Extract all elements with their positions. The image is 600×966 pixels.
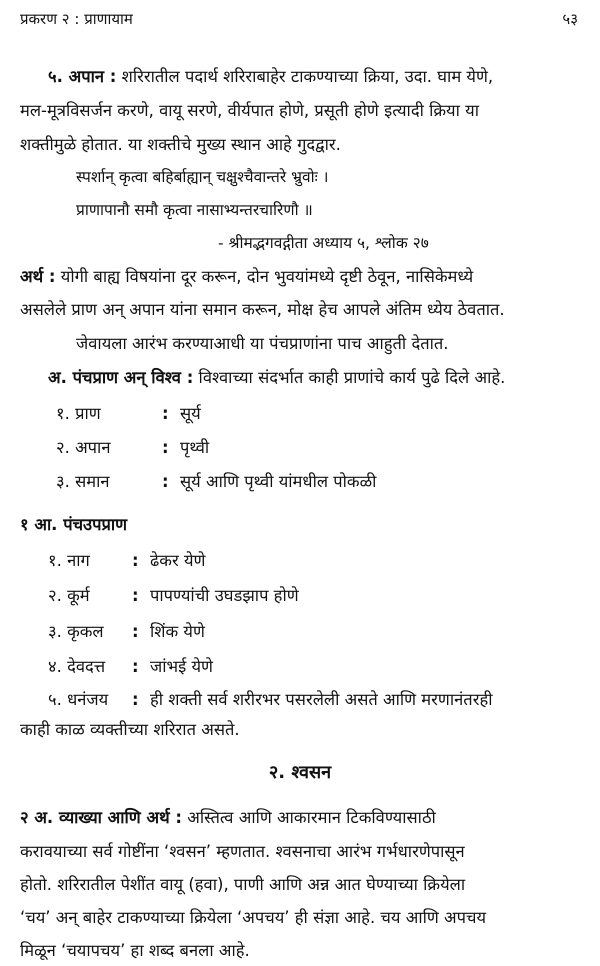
upaprana-item-1-name: १. नाग — [48, 551, 90, 570]
upaprana-item-5-sep: : — [132, 690, 139, 709]
apana-line-1 — [48, 66, 493, 88]
definition-line-5: मिळून ‘चयापचय’ हा शब्द बनला आहे. — [20, 941, 250, 960]
verse-line-2: प्राणापानौ समौ कृत्वा नासाभ्यन्तरचारिणौ ॥ — [76, 201, 313, 219]
universe-item-1-name: १. प्राण — [56, 404, 101, 423]
meaning-line-1 — [20, 266, 473, 288]
definition-text-1: अस्तित्व आणि आकारमान टिकविण्यासाठी — [181, 808, 436, 827]
universe-item-3-sep: : — [162, 472, 169, 491]
universe-item-3-desc: सूर्य आणि पृथ्वी यांमधील पोकळी — [180, 472, 377, 491]
upaprana-item-2-desc: पापण्यांची उघडझाप होणे — [150, 586, 299, 605]
definition-label: २ अ. व्याख्या आणि अर्थ : — [20, 808, 182, 827]
meaning-label: अर्थ : — [20, 267, 56, 286]
universe-label: अ. पंचप्राण अन् विश्‍व : — [48, 368, 194, 387]
definition-line-1 — [20, 807, 436, 829]
apana-text-1: शरिरातील पदार्थ शरिराबाहेर टाकण्याच्या क्रिया, उदा. घाम येणे, — [116, 67, 494, 86]
upaprana-item-4-sep: : — [132, 657, 139, 676]
apana-line-3: शक्तीमुळे होतात. या शक्तीचे मुख्य स्थान आहे गुदद्वार. — [20, 135, 341, 154]
upaprana-item-5-continuation: काही काळ व्यक्तीच्या शरिरात असते. — [20, 720, 240, 739]
universe-line — [48, 367, 505, 389]
universe-item-2-name: २. अपान — [56, 438, 111, 457]
universe-item-1-desc: सूर्य — [180, 404, 201, 423]
upaprana-item-1-desc: ढेकर येणे — [150, 551, 206, 570]
apana-label: ५. अपान : — [48, 67, 117, 86]
upaprana-heading: १ आ. पंचउपप्राण — [20, 515, 128, 534]
universe-item-3-name: ३. समान — [56, 472, 110, 491]
upaprana-item-5-name: ५. धनंजय — [48, 690, 109, 709]
upaprana-item-4-name: ४. देवदत्त — [48, 657, 106, 676]
offering-line: जेवायला आरंभ करण्याआधी या पंचप्राणांना पाच आहुती देतात. — [76, 334, 449, 353]
universe-item-1-sep: : — [162, 404, 169, 423]
chapter-header: प्रकरण २ : प्राणायाम — [20, 10, 133, 28]
definition-line-2: करावयाच्या सर्व गोष्टींना ‘श्‍वसन’ म्हणतात. श्‍वसनाचा आरंभ गर्भधारणेपासून — [20, 842, 465, 861]
verse-line-1: स्पर्शान् कृत्वा बहिर्बाह्यान् चक्षुश्चैवान्तरे भ्रुवोः । — [76, 168, 329, 186]
upaprana-item-4-desc: जांभई येणे — [150, 657, 213, 676]
universe-text: विश्‍वाच्या संदर्भात काही प्राणांचे कार्य पुढे दिले आहे. — [193, 368, 506, 387]
meaning-line-2: असलेले प्राण अन् अपान यांना समान करून, मोक्ष हेच आपले अंतिम ध्येय ठेवतात. — [20, 300, 505, 319]
upaprana-item-3-sep: : — [132, 622, 139, 641]
upaprana-item-2-sep: : — [132, 586, 139, 605]
page-number: ५३ — [562, 10, 578, 28]
upaprana-item-2-name: २. कूर्म — [48, 586, 90, 605]
upaprana-item-3-name: ३. कृकल — [48, 622, 104, 641]
meaning-text-1: योगी बाह्य विषयांना दूर करून, दोन भुवयांमध्ये दृष्टी ठेवून, नासिकेमध्ये — [55, 267, 474, 286]
verse-source: - श्रीमद्भगवद्गीता अध्याय ५, श्लोक २७ — [218, 234, 429, 252]
universe-item-2-desc: पृथ्वी — [180, 438, 210, 457]
upaprana-item-1-sep: : — [132, 551, 139, 570]
definition-line-4: ‘चय’ अन् बाहेर टाकण्याच्या क्रियेला ‘अपचय’ ही संज्ञा आहे. चय आणि अपचय — [20, 908, 487, 927]
upaprana-item-3-desc: शिंक येणे — [150, 622, 205, 641]
definition-line-3: होतो. शरिरातील पेशींत वायू (हवा), पाणी आणि अन्न आत घेण्याच्या क्रियेला — [20, 875, 466, 894]
universe-item-2-sep: : — [162, 438, 169, 457]
section-title: २. श्‍वसन — [268, 762, 332, 783]
apana-line-2: मल-मूत्रविसर्जन करणे, वायू सरणे, वीर्यपात होणे, प्रसूती होणे इत्यादी क्रिया या — [20, 101, 479, 120]
upaprana-item-5-desc: ही शक्ती सर्व शरीरभर पसरलेली असते आणि मरणानंतरही — [150, 690, 493, 709]
